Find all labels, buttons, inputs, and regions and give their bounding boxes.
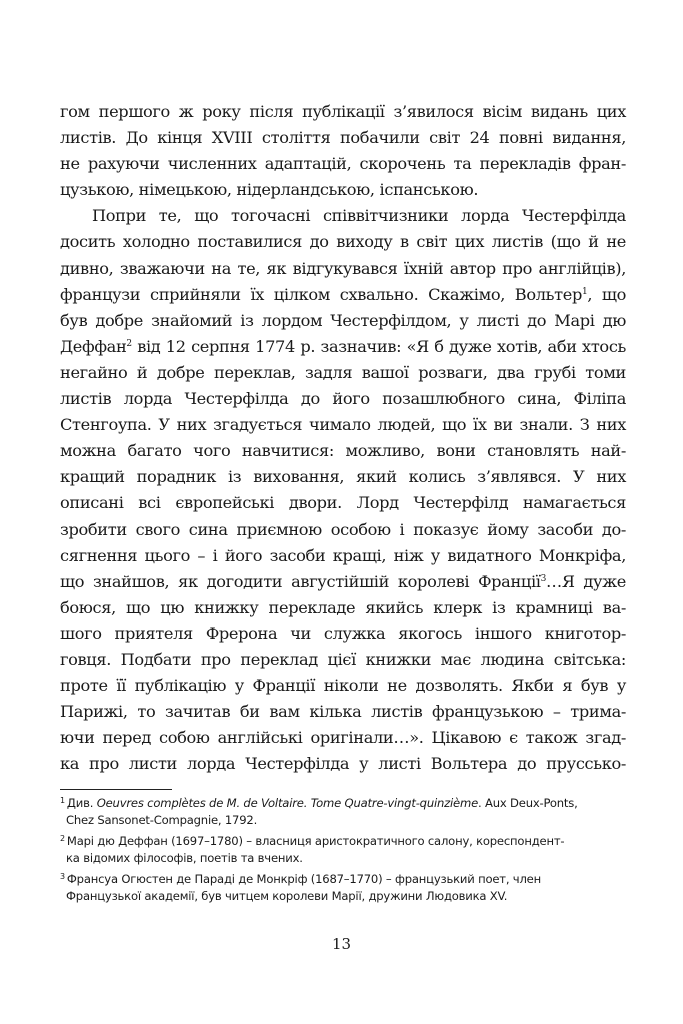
footnote-line: Chez Sansonet-Compagnie, 1792. [66, 812, 258, 827]
text-line: досить холодно поставилися до виходу в світ цих листів (що й не [60, 232, 626, 252]
main-text [60, 99, 626, 777]
footnote-line [60, 833, 626, 850]
footnote-number: 2 [60, 834, 65, 843]
text-line [60, 282, 626, 308]
footnote-ref-3[interactable]: 3 [540, 573, 547, 584]
footnote-title: Oeuvres complètes de M. de Voltaire. Tome Quatre-vingt-quinzième [96, 796, 479, 810]
text-line: ючи перед собою англійські оригінали…». Цікавою є також згад- [60, 728, 626, 748]
text-line: був добре знайомий із лордом Честерфілдом, у листі до Марі дю [60, 310, 626, 330]
text-segment: французи сприйняли їх цілком схвально. Скажімо, Вольтер [60, 284, 582, 304]
footnote-text: Див. [66, 796, 97, 810]
text-line: Стенгоупа. У них згадується чимало людей, що їх ви знали. З них [60, 415, 626, 435]
footnote-line: Французької академії, був читцем королеви Марії, дружини Людовика XV. [66, 888, 508, 903]
text-segment: Деффан [60, 336, 127, 356]
text-line: цузькою, німецькою, нідерландською, іспанською. [60, 180, 479, 200]
text-segment: , що [587, 284, 627, 304]
text-line: говця. Подбати про переклад цієї книжки має людина світська: [60, 649, 626, 669]
text-line: проте її публікацію у Франції ніколи не дозволять. Якби я був у [60, 676, 626, 696]
footnote-text: . Aux Deux-Ponts, [478, 796, 578, 810]
footnote-line: ка відомих філософів, поетів та вчених. [66, 850, 303, 865]
page-number: 13 [331, 935, 352, 953]
footnote-ref-2[interactable]: 2 [126, 338, 132, 349]
text-line: описані всі європейські двори. Лорд Честерфілд намагається [60, 493, 626, 513]
footnote-2 [60, 833, 626, 866]
footnote-text: Франсуа Огюстен де Параді де Монкріф (1687–1770) – французький поет, член [66, 872, 541, 886]
text-line: Попри те, що тогочасні співвітчизники лорда Честерфілда [92, 206, 626, 226]
footnote-divider [60, 789, 172, 790]
text-line: боюся, що цю книжку перекладе якийсь клерк із крамниці ва- [60, 597, 626, 617]
text-line: листів лорда Честерфілда до його позашлюбного сина, Філіпа [60, 389, 626, 409]
text-line [60, 334, 626, 360]
text-line [60, 569, 626, 595]
text-segment: що знайшов, як догодити августійшій королеві Франції [60, 571, 541, 591]
footnotes [60, 795, 626, 909]
footnote-line [60, 871, 626, 888]
text-line: можна багато чого навчитися: можливо, вони становлять най- [60, 441, 626, 461]
text-segment: …Я дуже [546, 571, 626, 591]
text-line: шого приятеля Фрерона чи служка якогось іншого книготор- [60, 623, 626, 643]
text-segment: від 12 серпня 1774 р. зазначив: «Я б дуже хотів, аби хтось [131, 336, 626, 356]
text-line: дивно, зважаючи на те, як відгукувався їхній автор про англійців), [60, 258, 626, 278]
text-line: кращий порадник із виховання, який колись з’являвся. У них [60, 467, 626, 487]
footnote-1 [60, 795, 626, 828]
text-line: листів. До кінця XVIII століття побачили світ 24 повні видання, [60, 128, 626, 148]
text-line: ка про листи лорда Честерфілда у листі Вольтера до прусcько- [60, 754, 626, 774]
footnote-ref-1[interactable]: 1 [581, 286, 588, 297]
footnote-number: 1 [60, 796, 65, 805]
footnote-number: 3 [60, 872, 65, 881]
footnote-text: Марі дю Деффан (1697–1780) – власниця аристократичного салону, кореспондент- [66, 834, 565, 848]
text-line: Парижі, то зачитав би вам кілька листів французькою – трима- [60, 702, 626, 722]
text-line: негайно й добре переклав, задля вашої розваги, два грубі томи [60, 362, 626, 382]
text-line: сягнення цього – і його засоби кращі, ніж у видатного Монкріфа, [60, 545, 626, 565]
text-line: гом першого ж року після публікації з’явилося вісім видань цих [60, 102, 626, 121]
text-line: не рахуючи численних адаптацій, скорочень та перекладів фран- [60, 154, 626, 174]
footnote-line [60, 795, 626, 812]
footnote-3 [60, 871, 626, 904]
text-line: зробити свого сина приємною особою і показує йому засоби до- [60, 519, 626, 539]
